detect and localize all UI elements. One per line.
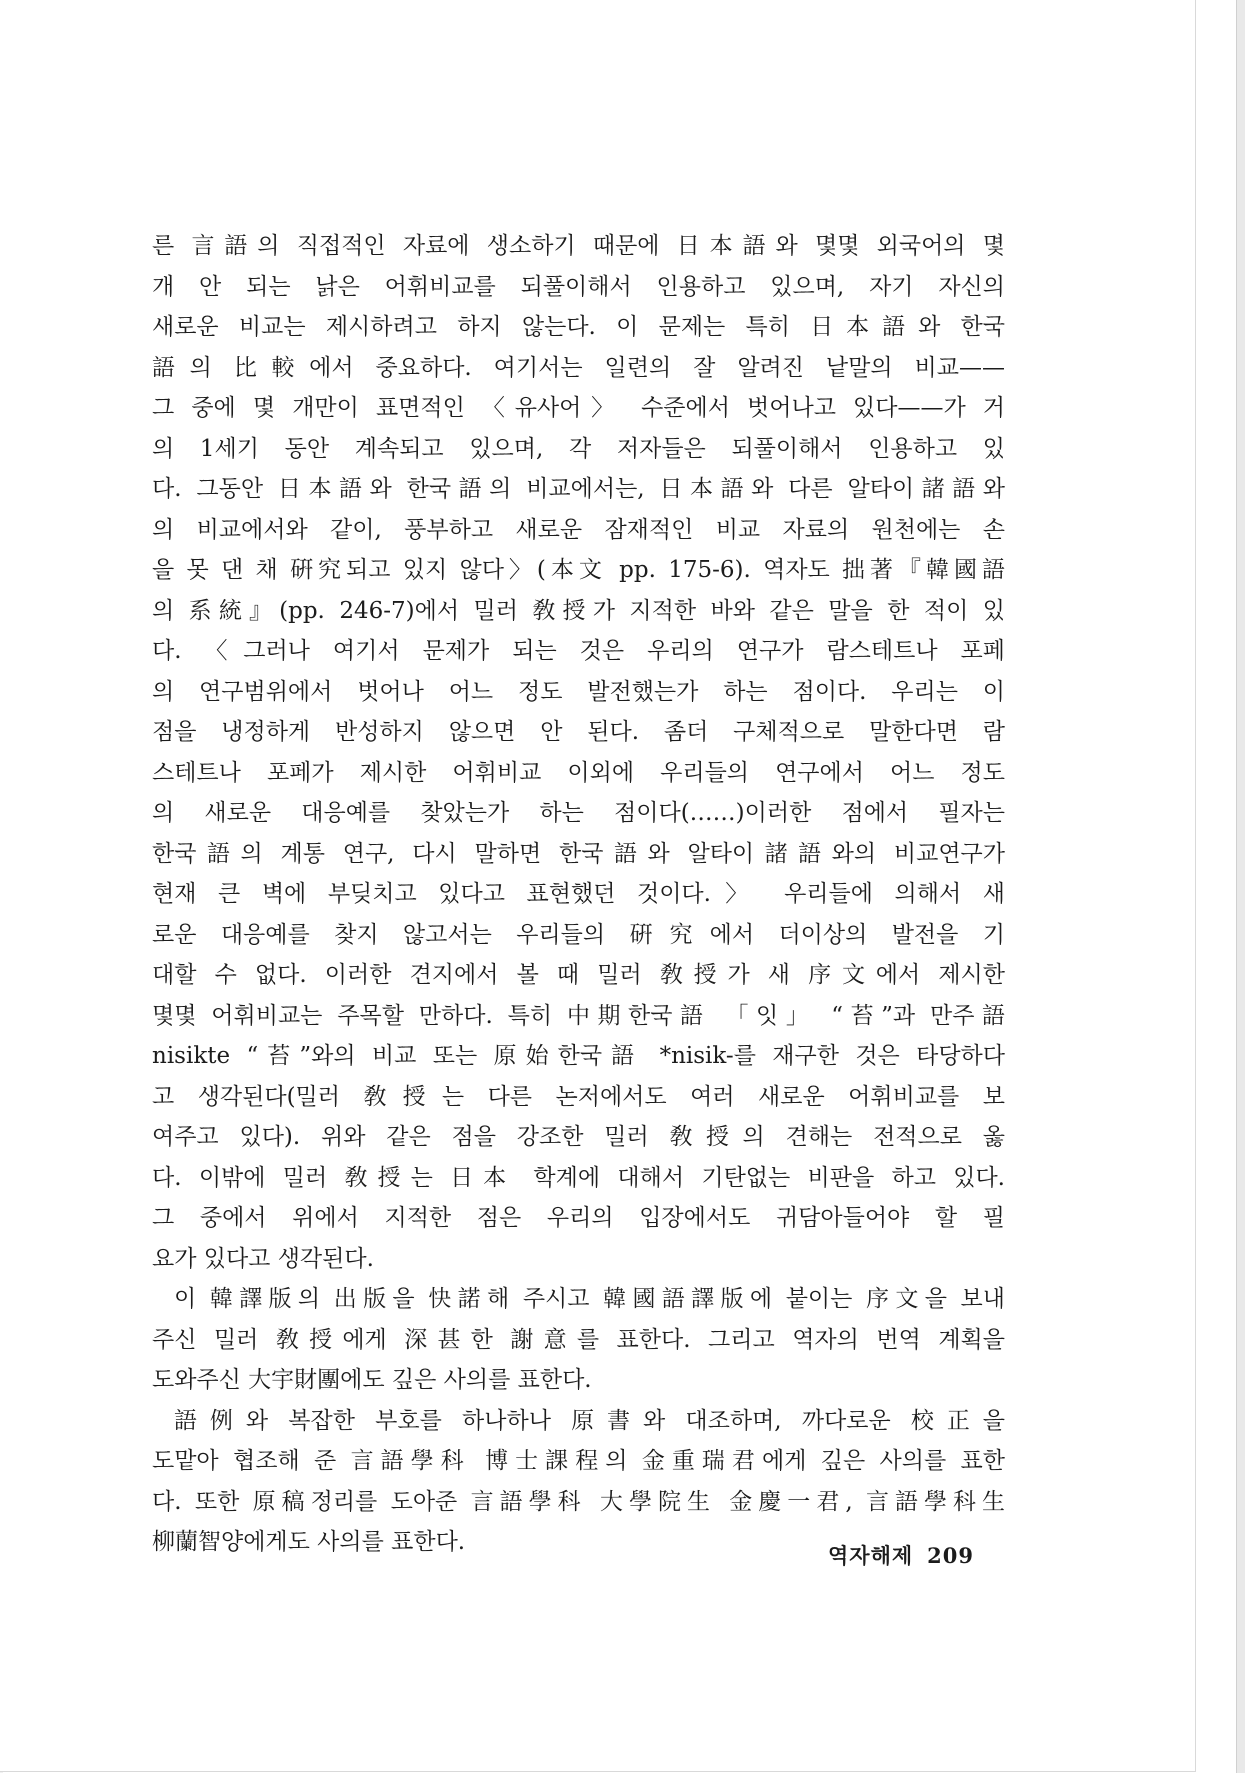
text-line: 한국語의 계통 연구, 다시 말하면 한국語와 알타이諸語와의 비교연구가 (152, 840, 1005, 867)
vertical-scrollbar[interactable] (1236, 0, 1245, 1773)
text-line: 개 안 되는 낡은 어휘비교를 되풀이해서 인용하고 있으며, 자기 자신의 (152, 273, 1005, 300)
text-line: 그 중에서 위에서 지적한 점은 우리의 입장에서도 귀담아들어야 할 필 (152, 1205, 1005, 1231)
text-line: 다. 또한 原稿정리를 도아준 言語學科 大學院生 金慶一君, 言語學科生 (152, 1488, 1005, 1515)
text-line: 도와주신 大宇財團에도 깊은 사의를 표한다. (152, 1367, 592, 1393)
text-line: 이 韓譯版의 出版을 快諾해 주시고 韓國語譯版에 붙이는 序文을 보내 (174, 1286, 1005, 1312)
text-line: 의 비교에서와 같이, 풍부하고 새로운 잠재적인 비교 자료의 원천에는 손 (152, 516, 1005, 543)
text-line: 그 중에 몇 개만이 표면적인 〈유사어〉 수준에서 벗어나고 있다——가 거 (152, 395, 1005, 421)
page-number: 209 (927, 1543, 974, 1568)
text-line: nisikte “苔”와의 비교 또는 原始한국語 *nisik-를 재구한 것은 타당하다 (152, 1043, 1005, 1069)
text-line: 점을 냉정하게 반성하지 않으면 안 된다. 좀더 구체적으로 말한다면 람 (152, 719, 1005, 745)
text-line: 의 새로운 대응예를 찾았는가 하는 점이다(……)이러한 점에서 필자는 (152, 800, 1005, 826)
text-line: 다. 이밖에 밀러 敎授는 日本 학계에 대해서 기탄없는 비판을 하고 있다. (152, 1164, 1005, 1191)
text-line: 의 1세기 동안 계속되고 있으며, 각 저자들은 되풀이해서 인용하고 있 (152, 435, 1005, 462)
body-text (152, 226, 1005, 1563)
text-line: 주신 밀러 敎授에게 深甚한 謝意를 표한다. 그리고 역자의 번역 계획을 (152, 1326, 1005, 1353)
text-line: 柳蘭智양에게도 사의를 표한다. (152, 1529, 466, 1555)
text-line: 語例와 복잡한 부호를 하나하나 原書와 대조하며, 까다로운 校正을 (174, 1407, 1005, 1434)
text-line: 새로운 비교는 제시하려고 하지 않는다. 이 문제는 특히 日本語와 한국 (152, 314, 1005, 340)
text-line: 의 연구범위에서 벗어나 어느 정도 발전했는가 하는 점이다. 우리는 이 (152, 678, 1005, 705)
text-line: 을 못 댄 채 硏究되고 있지 않다〉(本文 pp. 175-6). 역자도 拙著『韓國語 (152, 557, 1005, 583)
text-line: 요가 있다고 생각된다. (152, 1245, 374, 1272)
text-line: 도맡아 협조해 준 言語學科 博士課程의 金重瑞君에게 깊은 사의를 표한 (152, 1448, 1005, 1474)
text-line: 고 생각된다(밀러 敎授는 다른 논저에서도 여러 새로운 어휘비교를 보 (152, 1083, 1005, 1110)
text-line: 여주고 있다). 위와 같은 점을 강조한 밀러 敎授의 견해는 전적으로 옳 (152, 1124, 1005, 1150)
text-line: 다. 〈그러나 여기서 문제가 되는 것은 우리의 연구가 람스테트나 포페 (152, 638, 1005, 664)
text-line: 대할 수 없다. 이러한 견지에서 볼 때 밀러 敎授가 새 序文에서 제시한 (152, 962, 1005, 988)
text-line: 의 系統』(pp. 246-7)에서 밀러 敎授가 지적한 바와 같은 말을 한 적이 있 (152, 597, 1005, 624)
text-line: 현재 큰 벽에 부딪치고 있다고 표현했던 것이다.〉 우리들에 의해서 새 (152, 881, 1005, 907)
running-footer-section: 역자해제 (828, 1543, 914, 1568)
text-line: 스테트나 포페가 제시한 어휘비교 이외에 우리들의 연구에서 어느 정도 (152, 759, 1005, 786)
text-line: 몇몇 어휘비교는 주목할 만하다. 특히 中期한국語 「잇」 “苔”과 만주語 (152, 1002, 1005, 1029)
text-line: 語의 比較에서 중요하다. 여기서는 일련의 잘 알려진 낱말의 비교—— (152, 354, 1005, 381)
text-line: 로운 대응예를 찾지 않고서는 우리들의 硏究에서 더이상의 발전을 기 (152, 921, 1005, 948)
page-footer (828, 1540, 974, 1570)
text-line: 다. 그동안 日本語와 한국語의 비교에서는, 日本語와 다른 알타이諸語와 (152, 476, 1005, 502)
text-line: 른 言語의 직접적인 자료에 생소하기 때문에 日本語와 몇몇 외국어의 몇 (152, 233, 1005, 259)
